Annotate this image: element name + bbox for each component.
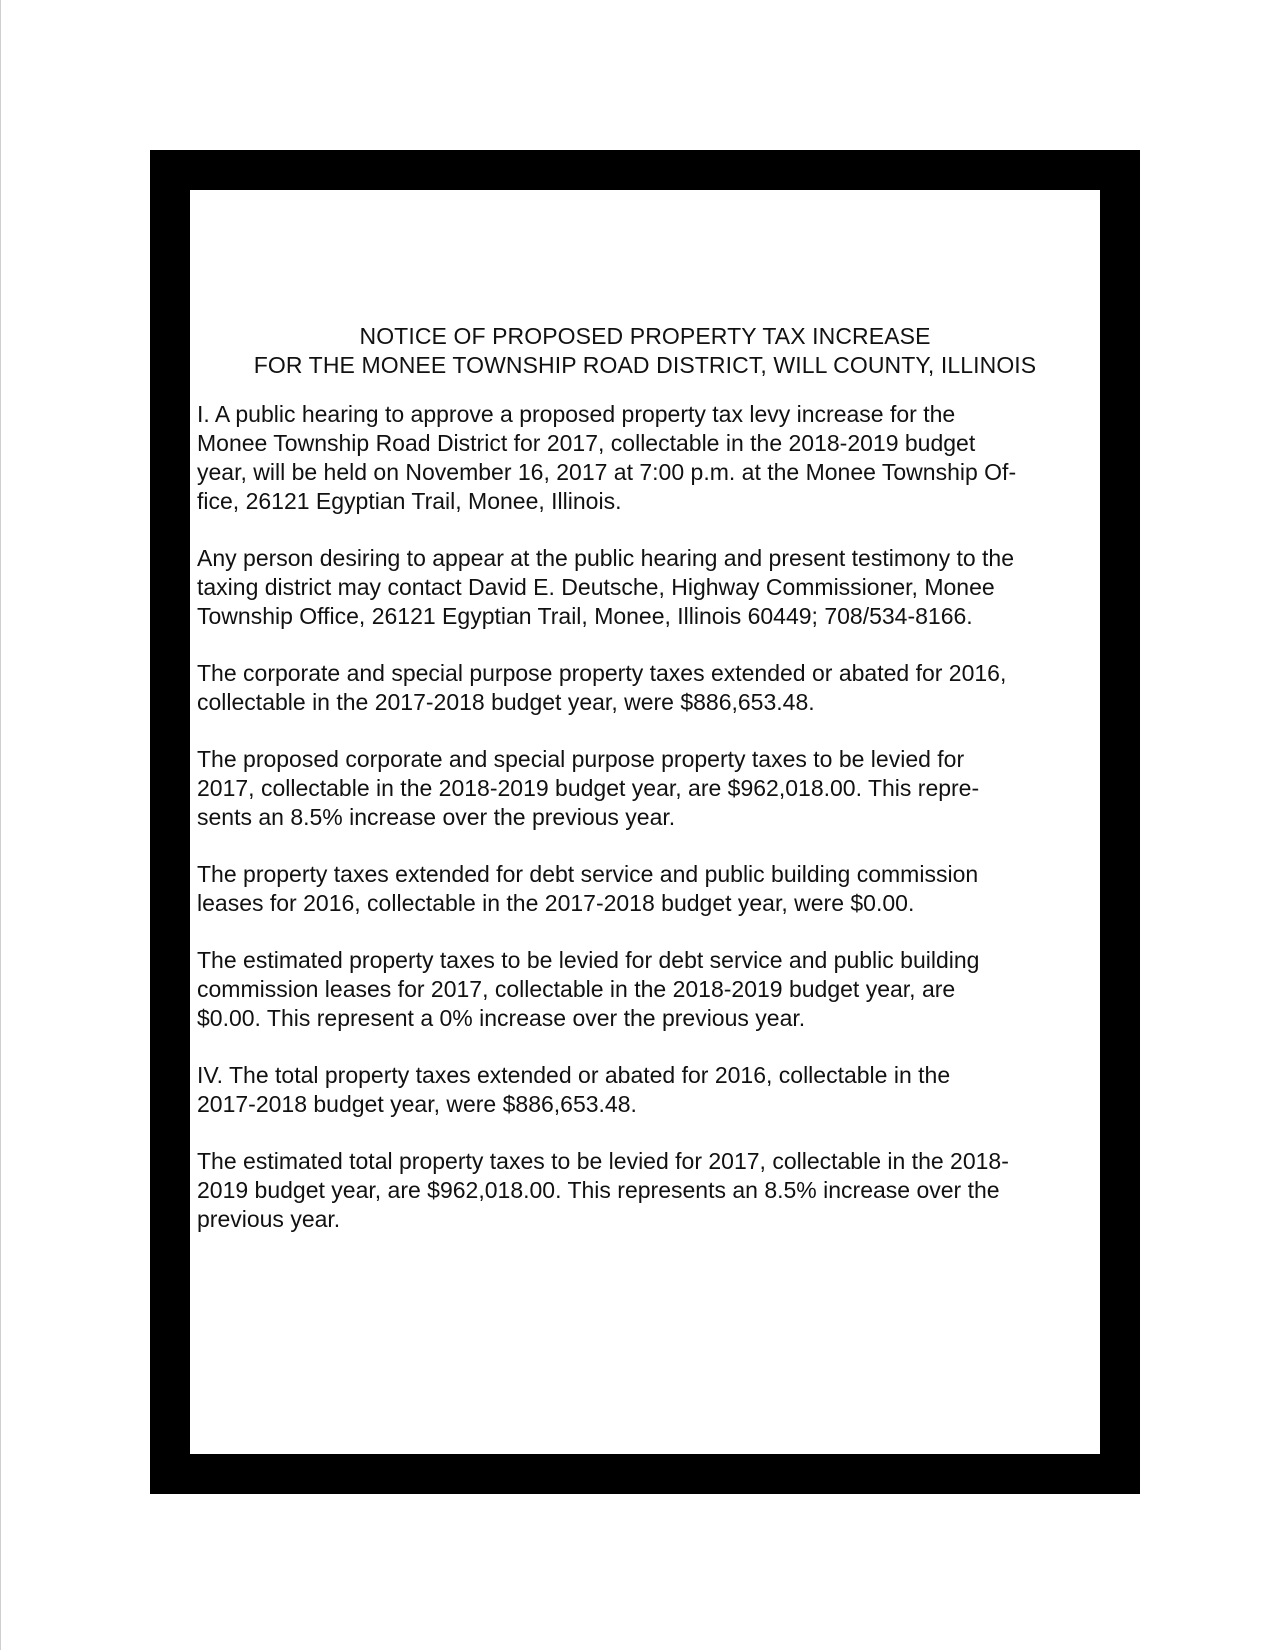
text-line: fice, 26121 Egyptian Trail, Monee, Illinois. bbox=[197, 488, 622, 514]
paragraph-contact bbox=[197, 544, 1077, 631]
text-line: The property taxes extended for debt service and public building commission bbox=[197, 861, 979, 887]
notice-title-line: NOTICE OF PROPOSED PROPERTY TAX INCREASE bbox=[359, 323, 931, 349]
text-line: The proposed corporate and special purpose property taxes to be levied for bbox=[197, 746, 965, 772]
text-line: sents an 8.5% increase over the previous year. bbox=[197, 804, 676, 830]
text-line: Any person desiring to appear at the public hearing and present testimony to the bbox=[197, 545, 1015, 571]
notice-border-frame bbox=[150, 150, 1140, 1494]
text-line: Monee Township Road District for 2017, collectable in the 2018-2019 budget bbox=[197, 430, 976, 456]
text-line: collectable in the 2017-2018 budget year, were $886,653.48. bbox=[197, 689, 815, 715]
text-line: previous year. bbox=[197, 1206, 341, 1232]
paragraph-prior-total-taxes bbox=[197, 1061, 1077, 1119]
paragraph-proposed-corporate-taxes bbox=[197, 745, 1077, 832]
notice-body bbox=[197, 400, 1077, 1262]
text-line: 2019 budget year, are $962,018.00. This represents an 8.5% increase over the bbox=[197, 1177, 1000, 1203]
text-line: 2017, collectable in the 2018-2019 budget year, are $962,018.00. This repre- bbox=[197, 775, 980, 801]
text-line: year, will be held on November 16, 2017 at 7:00 p.m. at the Monee Township Of- bbox=[197, 459, 1017, 485]
paragraph-estimated-debt-service-taxes bbox=[197, 946, 1077, 1033]
text-line: leases for 2016, collectable in the 2017-2018 budget year, were $0.00. bbox=[197, 890, 915, 916]
text-line: 2017-2018 budget year, were $886,653.48. bbox=[197, 1091, 637, 1117]
text-line: IV. The total property taxes extended or abated for 2016, collectable in the bbox=[197, 1062, 951, 1088]
text-line: $0.00. This represent a 0% increase over the previous year. bbox=[197, 1005, 806, 1031]
paragraph-public-hearing bbox=[197, 400, 1077, 516]
notice-title-line: FOR THE MONEE TOWNSHIP ROAD DISTRICT, WILL COUNTY, ILLINOIS bbox=[253, 352, 1037, 378]
text-line: commission leases for 2017, collectable in the 2018-2019 budget year, are bbox=[197, 976, 956, 1002]
text-line: taxing district may contact David E. Deutsche, Highway Commissioner, Monee bbox=[197, 574, 995, 600]
text-line: The corporate and special purpose property taxes extended or abated for 2016, bbox=[197, 660, 1007, 686]
notice-title bbox=[190, 322, 1100, 380]
paragraph-prior-debt-service-taxes bbox=[197, 860, 1077, 918]
text-line: Township Office, 26121 Egyptian Trail, Monee, Illinois 60449; 708/534-8166. bbox=[197, 603, 973, 629]
paragraph-prior-corporate-taxes bbox=[197, 659, 1077, 717]
text-line: The estimated property taxes to be levied for debt service and public building bbox=[197, 947, 980, 973]
text-line: The estimated total property taxes to be levied for 2017, collectable in the 2018- bbox=[197, 1148, 1009, 1174]
notice-content-area bbox=[190, 190, 1100, 1454]
text-line: I. A public hearing to approve a proposed property tax levy increase for the bbox=[197, 401, 956, 427]
paragraph-estimated-total-taxes bbox=[197, 1147, 1077, 1234]
page-left-edge bbox=[0, 0, 1, 1650]
